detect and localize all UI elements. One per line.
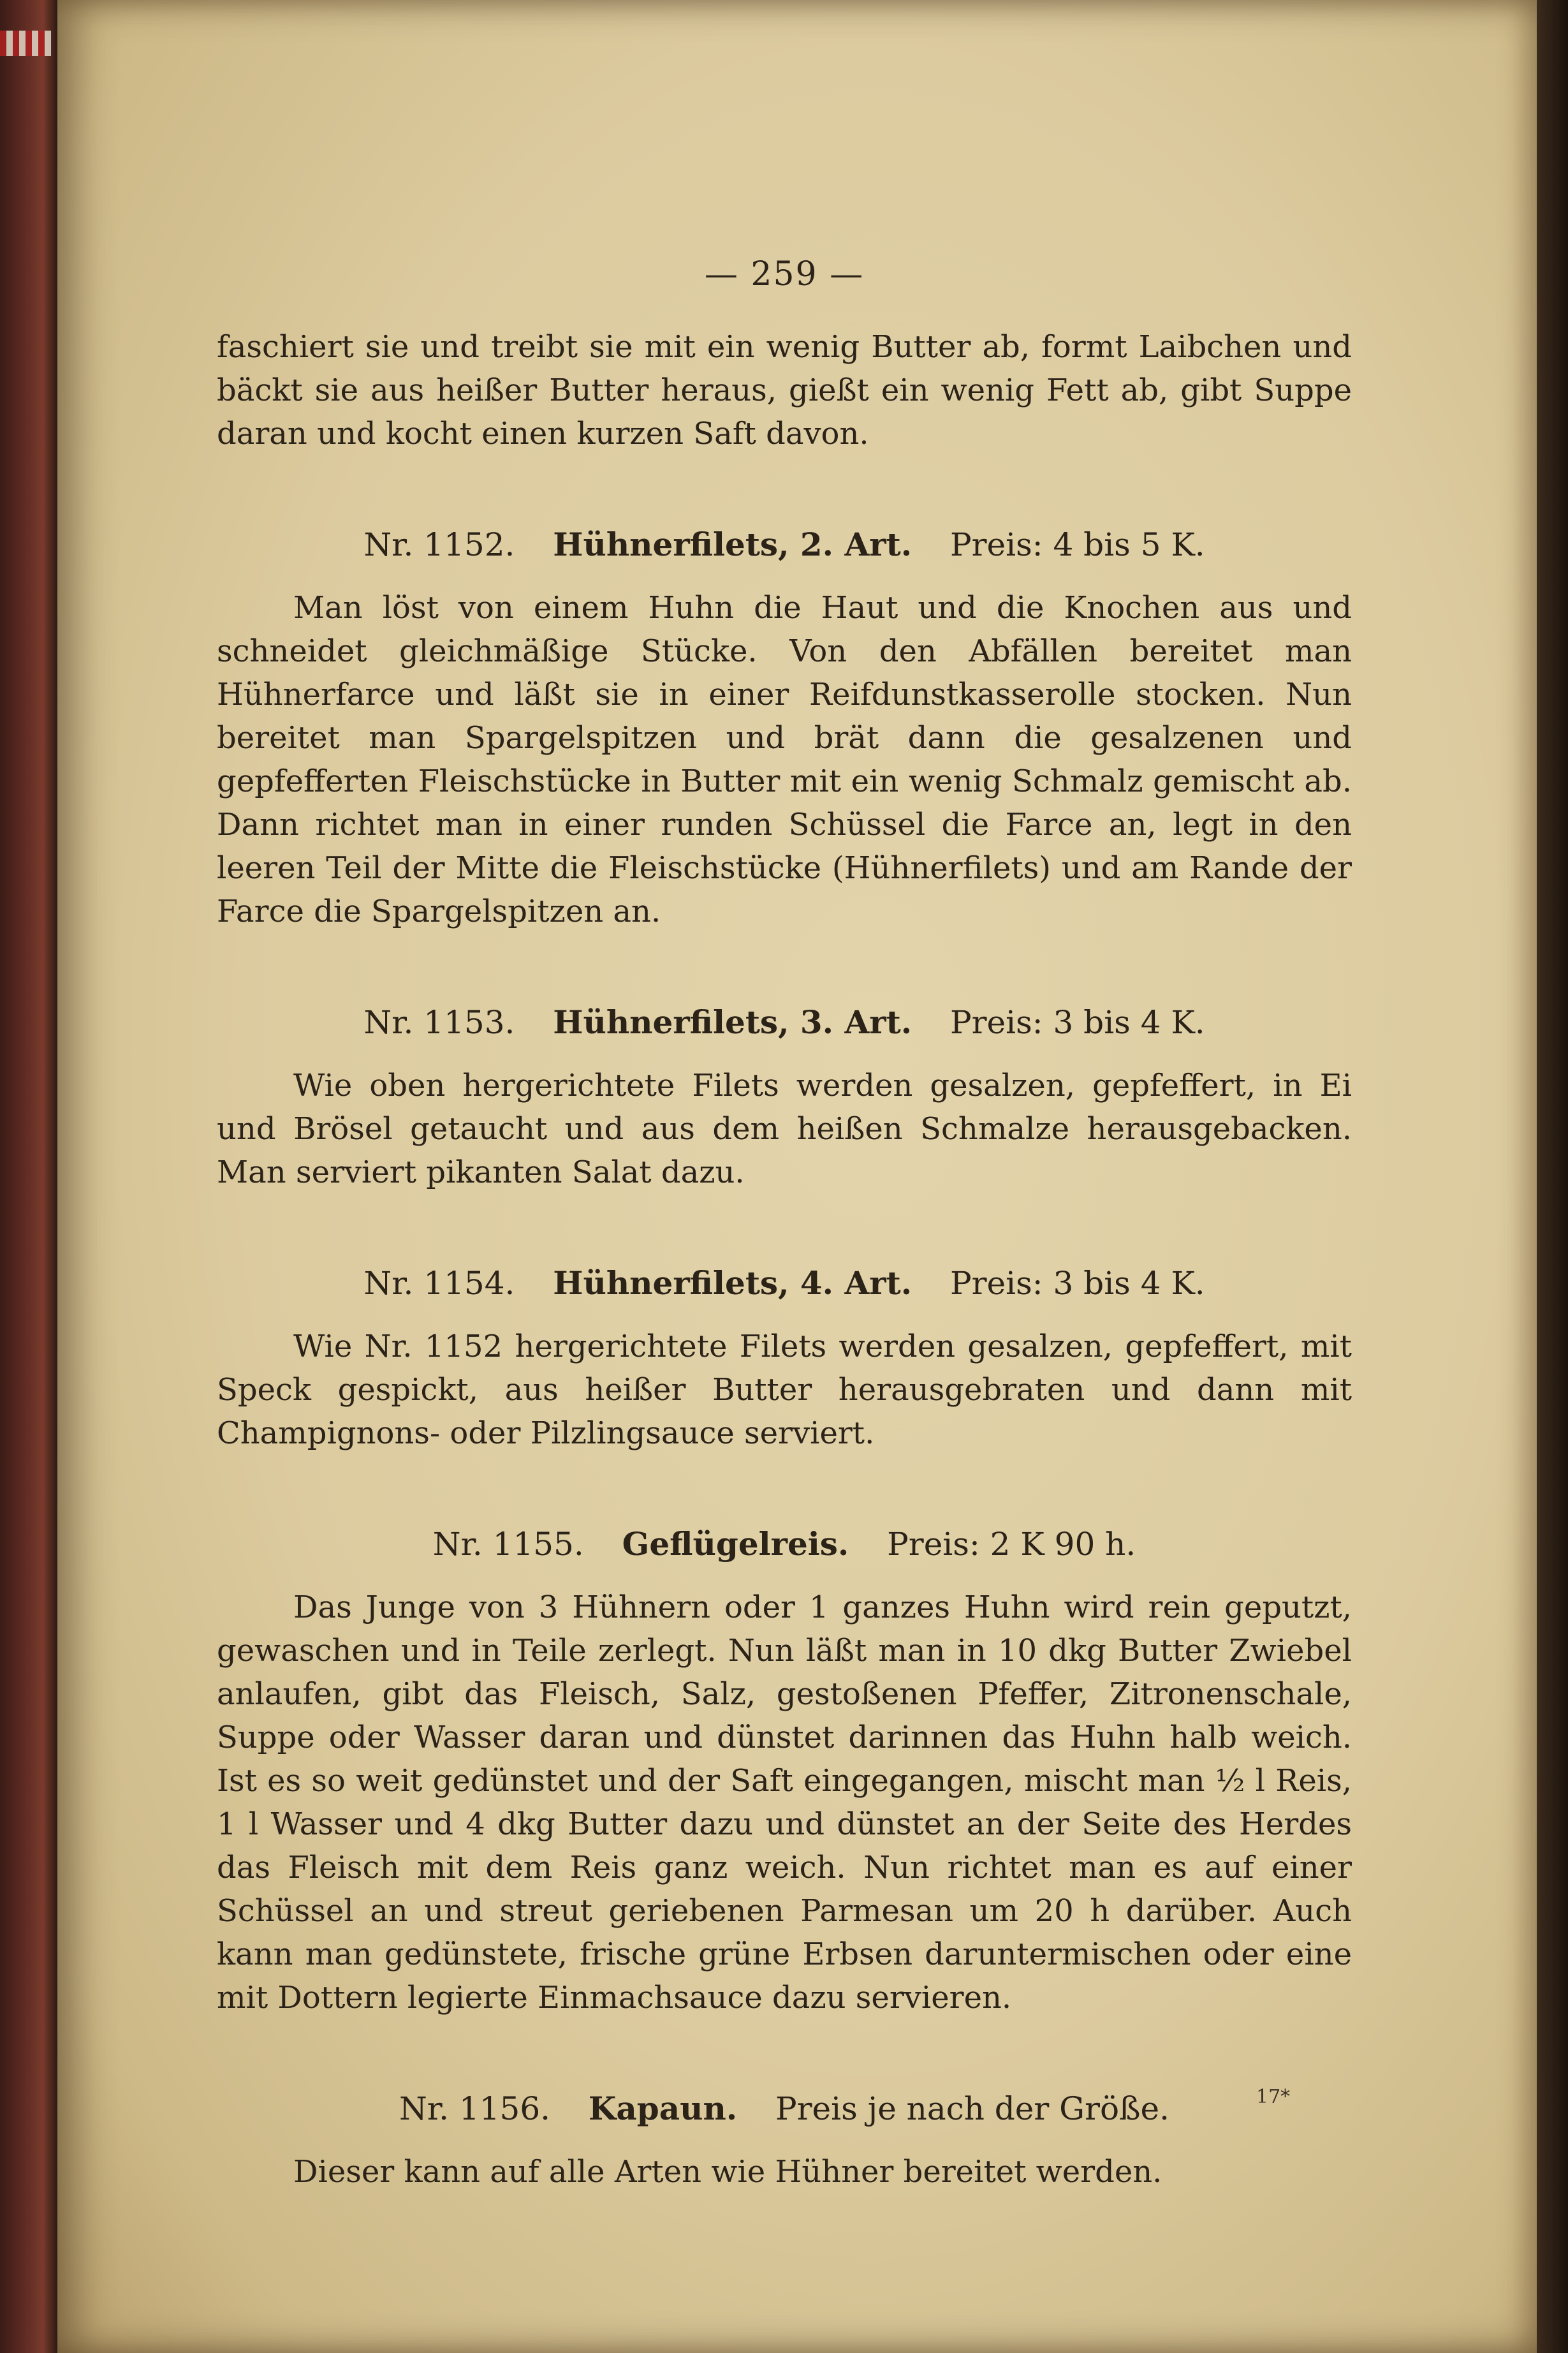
book-binding-left: [0, 0, 57, 2353]
recipe-heading: [217, 1003, 1352, 1041]
recipe-price: Preis je nach der Größe.: [775, 2090, 1170, 2127]
recipe-title: Kapaun.: [588, 2090, 738, 2127]
recipe-number: Nr. 1156.: [399, 2090, 551, 2127]
recipe-number: Nr. 1155.: [432, 1526, 584, 1563]
page-content: [217, 255, 1352, 2194]
recipe-title: Hühnerfilets, 2. Art.: [553, 526, 912, 563]
printer-signature: 17*: [1256, 2086, 1291, 2108]
recipe-text: Man löst von einem Huhn die Haut und die Knochen aus und schneidet gleichmäßige Stücke. Von den Abfällen bereitet man Hühnerfarce und läßt sie in einer Reifdunstkasserolle stocken. Nun bereitet man Spargelspitzen und brät dann die gesalzenen und gepfefferten Fleischstücke in Butter mit ein wenig Schmalz gemischt ab. Dann richtet man in einer runden Schüssel die Farce an, legt in den leeren Teil der Mitte die Fleischstücke (Hühnerfilets) und am Rande der Farce die Spargelspitzen an.: [217, 590, 1352, 929]
recipe-text: Wie oben hergerichtete Filets werden gesalzen, gepfeffert, in Ei und Brösel getaucht und aus dem heißen Schmalze herausgebacken. Man serviert pikanten Salat dazu.: [217, 1068, 1352, 1190]
recipe-price: Preis: 3 bis 4 K.: [949, 1265, 1205, 1302]
recipe-price: Preis: 2 K 90 h.: [887, 1526, 1136, 1563]
recipe-entry-1152: [217, 526, 1352, 933]
recipe-number: Nr. 1154.: [363, 1265, 515, 1302]
recipe-title: Geflügelreis.: [622, 1525, 849, 1563]
recipe-title: Hühnerfilets, 4. Art.: [553, 1264, 912, 1302]
recipe-text: Das Junge von 3 Hühnern oder 1 ganzes Huhn wird rein geputzt, gewaschen und in Teile zerlegt. Nun läßt man in 10 dkg Butter Zwiebel anlaufen, gibt das Fleisch, Salz, gestoßenen Pfeffer, Zitronenschale, Suppe oder Wasser daran und dünstet darinnen das Huhn halb weich. Ist es so weit gedünstet und der Saft eingegangen, mischt man ½ l Reis, 1 l Wasser und 4 dkg Butter dazu und dünstet an der Seite des Herdes das Fleisch mit dem Reis ganz weich. Nun richtet man es auf einer Schüssel an und streut geriebenen Parmesan um 20 h darüber. Auch kann man gedünstete, frische grüne Erbsen daruntermischen oder eine mit Dottern legierte Einmachsauce dazu servieren.: [217, 1590, 1352, 2016]
intro-paragraph: faschiert sie und treibt sie mit ein wenig Butter ab, formt Laibchen und bäckt sie aus heißer Butter heraus, gießt ein wenig Fett ab, gibt Suppe daran und kocht einen kurzen Saft davon.: [217, 329, 1352, 452]
recipe-entry-1156: [217, 2090, 1352, 2194]
recipe-number: Nr. 1152.: [363, 526, 515, 563]
book-edge-right: [1537, 0, 1568, 2353]
recipe-number: Nr. 1153.: [363, 1004, 515, 1041]
page-number: — 259 —: [704, 255, 865, 293]
recipe-entry-1155: [217, 1525, 1352, 2019]
recipe-heading: [217, 1264, 1352, 1302]
recipe-heading: [217, 2090, 1352, 2127]
recipe-entry-1154: [217, 1264, 1352, 1455]
recipe-price: Preis: 4 bis 5 K.: [949, 526, 1205, 563]
binding-tape: [0, 31, 51, 56]
recipe-entry-1153: [217, 1003, 1352, 1194]
recipe-heading: [217, 526, 1352, 563]
recipe-text: Dieser kann auf alle Arten wie Hühner bereitet werden.: [293, 2154, 1162, 2190]
recipe-title: Hühnerfilets, 3. Art.: [553, 1003, 912, 1041]
recipe-price: Preis: 3 bis 4 K.: [949, 1004, 1205, 1041]
recipe-text: Wie Nr. 1152 hergerichtete Filets werden gesalzen, gepfeffert, mit Speck gespickt, aus heißer Butter herausgebraten und dann mit Champignons- oder Pilzlingsauce serviert.: [217, 1329, 1352, 1451]
recipe-heading: [217, 1525, 1352, 1563]
book-page: [57, 0, 1537, 2353]
